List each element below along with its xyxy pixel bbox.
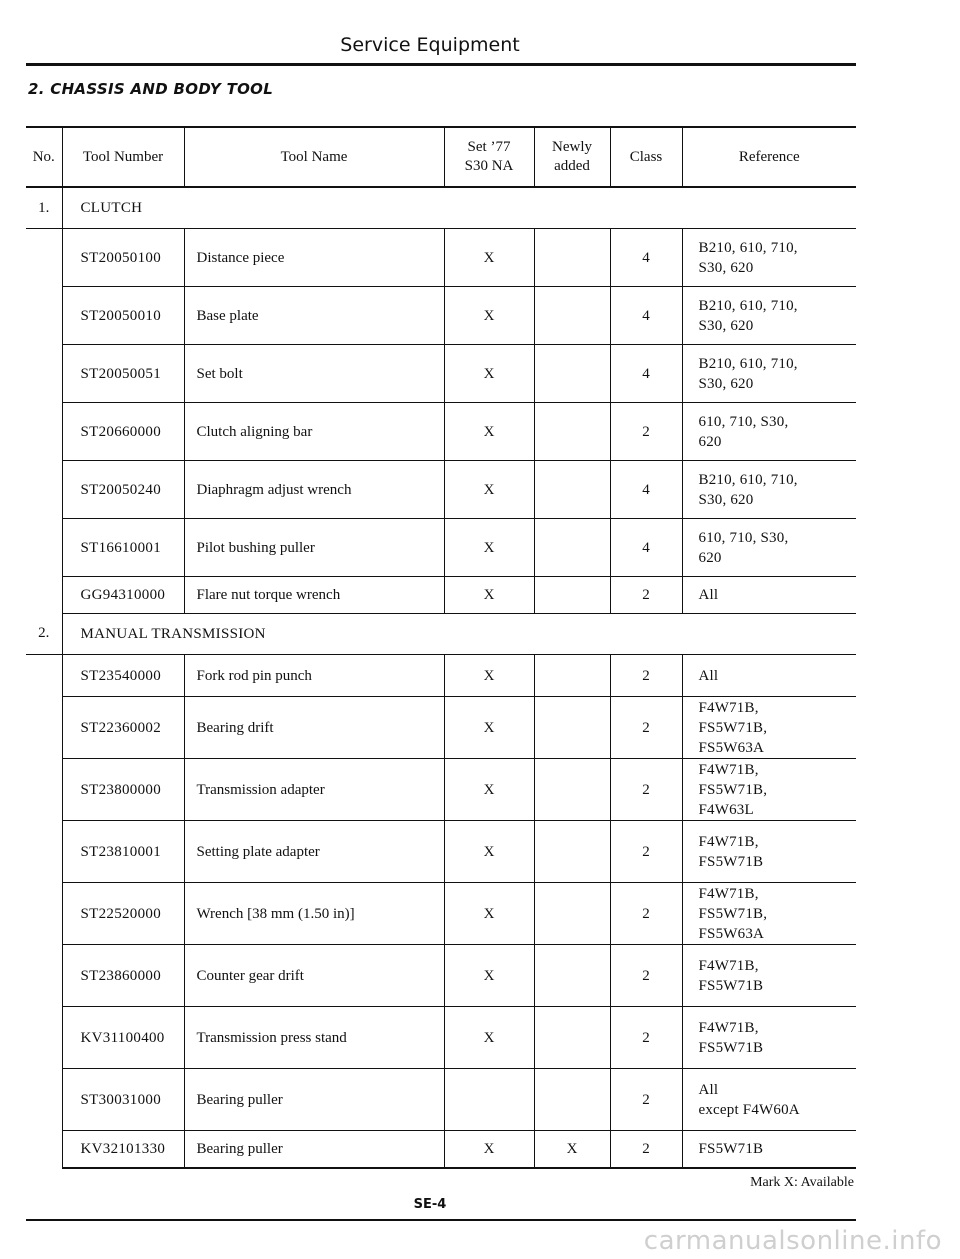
newly-mark: X — [534, 1131, 610, 1168]
tool-table — [26, 126, 856, 1169]
header-rule — [26, 63, 856, 66]
col-header-class: Class — [610, 127, 682, 187]
newly-mark — [534, 577, 610, 614]
reference-cell — [682, 697, 856, 759]
newly-mark — [534, 655, 610, 697]
col-header-set — [444, 127, 534, 187]
row-number-cell — [26, 403, 62, 461]
set-mark: X — [444, 461, 534, 519]
reference-line: All — [698, 587, 719, 603]
reference-cell — [682, 883, 856, 945]
tool-number: ST23540000 — [62, 655, 184, 697]
reference-cell — [682, 519, 856, 577]
tool-number: ST20050010 — [62, 287, 184, 345]
tool-class: 2 — [610, 655, 682, 697]
newly-mark — [534, 345, 610, 403]
set-mark: X — [444, 759, 534, 821]
set-mark: X — [444, 577, 534, 614]
col-header-set-line1: Set ’77 — [467, 139, 511, 155]
set-mark: X — [444, 287, 534, 345]
newly-mark — [534, 229, 610, 287]
tool-name: Bearing puller — [184, 1069, 444, 1131]
table-row — [26, 1131, 856, 1168]
set-mark: X — [444, 519, 534, 577]
reference-line: B210, 610, 710, — [698, 297, 798, 314]
category-row — [26, 187, 856, 229]
tool-class: 2 — [610, 1069, 682, 1131]
table-row — [26, 519, 856, 577]
reference-line: F4W71B, — [698, 761, 759, 778]
table-header-row — [26, 127, 856, 187]
set-mark: X — [444, 945, 534, 1007]
footer-rule — [26, 1219, 856, 1221]
reference-cell — [682, 577, 856, 614]
col-header-newly — [534, 127, 610, 187]
category-row — [26, 614, 856, 655]
table-row — [26, 1069, 856, 1131]
tool-name: Setting plate adapter — [184, 821, 444, 883]
table-row — [26, 945, 856, 1007]
set-mark: X — [444, 345, 534, 403]
table-row — [26, 883, 856, 945]
tool-number: ST20050051 — [62, 345, 184, 403]
set-mark: X — [444, 1007, 534, 1069]
reference-line: All — [698, 1081, 719, 1098]
tool-number: ST20660000 — [62, 403, 184, 461]
table-row — [26, 655, 856, 697]
reference-line: B210, 610, 710, — [698, 355, 798, 372]
newly-mark — [534, 945, 610, 1007]
reference-line: 620 — [698, 433, 722, 450]
tool-name: Flare nut torque wrench — [184, 577, 444, 614]
reference-cell — [682, 945, 856, 1007]
tool-class: 2 — [610, 403, 682, 461]
tool-class: 4 — [610, 229, 682, 287]
set-mark: X — [444, 229, 534, 287]
reference-cell — [682, 287, 856, 345]
tool-name: Base plate — [184, 287, 444, 345]
set-mark — [444, 1069, 534, 1131]
reference-line: S30, 620 — [698, 375, 754, 392]
tool-number: KV32101330 — [62, 1131, 184, 1168]
page-header-title: Service Equipment — [340, 34, 520, 56]
newly-mark — [534, 821, 610, 883]
page-number: SE-4 — [413, 1197, 447, 1212]
tool-class: 2 — [610, 945, 682, 1007]
reference-cell — [682, 1131, 856, 1168]
reference-line: All — [698, 667, 719, 684]
newly-mark — [534, 1069, 610, 1131]
tool-number: ST23810001 — [62, 821, 184, 883]
reference-cell — [682, 655, 856, 697]
table-row — [26, 1007, 856, 1069]
newly-mark — [534, 287, 610, 345]
row-number-cell — [26, 655, 62, 697]
tool-number: GG94310000 — [62, 577, 184, 614]
newly-mark — [534, 461, 610, 519]
table-row — [26, 577, 856, 614]
tool-name: Distance piece — [184, 229, 444, 287]
row-number-cell — [26, 229, 62, 287]
col-header-newly-line1: Newly — [552, 139, 592, 155]
reference-cell — [682, 759, 856, 821]
newly-mark — [534, 519, 610, 577]
row-number-cell — [26, 945, 62, 1007]
reference-cell — [682, 229, 856, 287]
tool-class: 2 — [610, 759, 682, 821]
tool-class: 4 — [610, 345, 682, 403]
tool-name: Clutch aligning bar — [184, 403, 444, 461]
tool-name: Diaphragm adjust wrench — [184, 461, 444, 519]
reference-line: FS5W71B — [698, 977, 764, 994]
tool-name: Bearing puller — [184, 1131, 444, 1168]
reference-line: 610, 710, S30, — [698, 529, 789, 546]
reference-cell — [682, 821, 856, 883]
newly-mark — [534, 883, 610, 945]
row-number-cell — [26, 345, 62, 403]
tool-number: ST23800000 — [62, 759, 184, 821]
newly-mark — [534, 697, 610, 759]
reference-line: FS5W71B, — [698, 905, 768, 922]
row-number-cell — [26, 461, 62, 519]
set-mark: X — [444, 1131, 534, 1168]
table-row — [26, 403, 856, 461]
reference-line: S30, 620 — [698, 491, 754, 508]
tool-name: Pilot bushing puller — [184, 519, 444, 577]
reference-line: F4W71B, — [698, 885, 759, 902]
reference-line: S30, 620 — [698, 259, 754, 276]
reference-line: FS5W71B — [698, 1140, 764, 1157]
reference-line: B210, 610, 710, — [698, 239, 798, 256]
newly-mark — [534, 403, 610, 461]
reference-cell — [682, 403, 856, 461]
set-mark: X — [444, 883, 534, 945]
reference-line: FS5W71B, — [698, 781, 768, 798]
reference-cell — [682, 461, 856, 519]
table-row — [26, 697, 856, 759]
reference-line: F4W71B, — [698, 957, 759, 974]
row-number-cell — [26, 883, 62, 945]
row-number-cell — [26, 1007, 62, 1069]
newly-mark — [534, 1007, 610, 1069]
col-header-tool-number: Tool Number — [62, 127, 184, 187]
category-number: 1. — [26, 187, 62, 229]
reference-line: F4W71B, — [698, 699, 759, 716]
reference-line: S30, 620 — [698, 317, 754, 334]
row-number-cell — [26, 519, 62, 577]
tool-name: Counter gear drift — [184, 945, 444, 1007]
tool-class: 2 — [610, 697, 682, 759]
col-header-reference: Reference — [682, 127, 856, 187]
tool-class: 2 — [610, 883, 682, 945]
tool-name: Bearing drift — [184, 697, 444, 759]
reference-line: F4W71B, — [698, 833, 759, 850]
tool-class: 4 — [610, 287, 682, 345]
tool-number: ST23860000 — [62, 945, 184, 1007]
table-row — [26, 461, 856, 519]
reference-line: 620 — [698, 549, 722, 566]
reference-line: F4W63L — [698, 801, 754, 818]
watermark: carmanualsonline.info — [643, 1226, 942, 1256]
tool-class: 2 — [610, 1131, 682, 1168]
reference-cell — [682, 345, 856, 403]
row-number-cell — [26, 287, 62, 345]
section-title: 2. CHASSIS AND BODY TOOL — [28, 80, 274, 98]
reference-line: FS5W63A — [698, 925, 765, 942]
category-name: MANUAL TRANSMISSION — [62, 614, 856, 655]
table-row — [26, 287, 856, 345]
reference-cell — [682, 1069, 856, 1131]
set-mark: X — [444, 821, 534, 883]
reference-line: except F4W60A — [698, 1101, 800, 1118]
col-header-set-line2: S30 NA — [464, 158, 514, 174]
row-number-cell — [26, 759, 62, 821]
tool-number: ST22520000 — [62, 883, 184, 945]
reference-line: B210, 610, 710, — [698, 471, 798, 488]
reference-line: FS5W63A — [698, 739, 765, 756]
set-mark: X — [444, 403, 534, 461]
tool-class: 2 — [610, 577, 682, 614]
set-mark: X — [444, 697, 534, 759]
tool-number: ST30031000 — [62, 1069, 184, 1131]
tool-number: KV31100400 — [62, 1007, 184, 1069]
col-header-newly-line2: added — [554, 158, 590, 174]
tool-class: 4 — [610, 461, 682, 519]
tool-number: ST16610001 — [62, 519, 184, 577]
reference-line: FS5W71B, — [698, 719, 768, 736]
reference-line: 610, 710, S30, — [698, 413, 789, 430]
row-number-cell — [26, 1131, 62, 1168]
row-number-cell — [26, 821, 62, 883]
row-number-cell — [26, 1069, 62, 1131]
mark-note: Mark X: Available — [750, 1175, 854, 1190]
category-number: 2. — [26, 614, 62, 655]
tool-number: ST20050240 — [62, 461, 184, 519]
col-header-no: No. — [26, 127, 62, 187]
reference-line: F4W71B, — [698, 1019, 759, 1036]
col-header-tool-name: Tool Name — [184, 127, 444, 187]
tool-name: Transmission adapter — [184, 759, 444, 821]
table-row — [26, 229, 856, 287]
row-number-cell — [26, 577, 62, 614]
tool-number: ST22360002 — [62, 697, 184, 759]
tool-class: 4 — [610, 519, 682, 577]
table-row — [26, 821, 856, 883]
table-row — [26, 345, 856, 403]
newly-mark — [534, 759, 610, 821]
tool-name: Set bolt — [184, 345, 444, 403]
category-name: CLUTCH — [62, 187, 856, 229]
tool-class: 2 — [610, 821, 682, 883]
reference-line: FS5W71B — [698, 1039, 764, 1056]
tool-name: Wrench [38 mm (1.50 in)] — [184, 883, 444, 945]
reference-cell — [682, 1007, 856, 1069]
tool-class: 2 — [610, 1007, 682, 1069]
tool-number: ST20050100 — [62, 229, 184, 287]
row-number-cell — [26, 697, 62, 759]
tool-name: Fork rod pin punch — [184, 655, 444, 697]
tool-name: Transmission press stand — [184, 1007, 444, 1069]
set-mark: X — [444, 655, 534, 697]
table-row — [26, 759, 856, 821]
reference-line: FS5W71B — [698, 853, 764, 870]
